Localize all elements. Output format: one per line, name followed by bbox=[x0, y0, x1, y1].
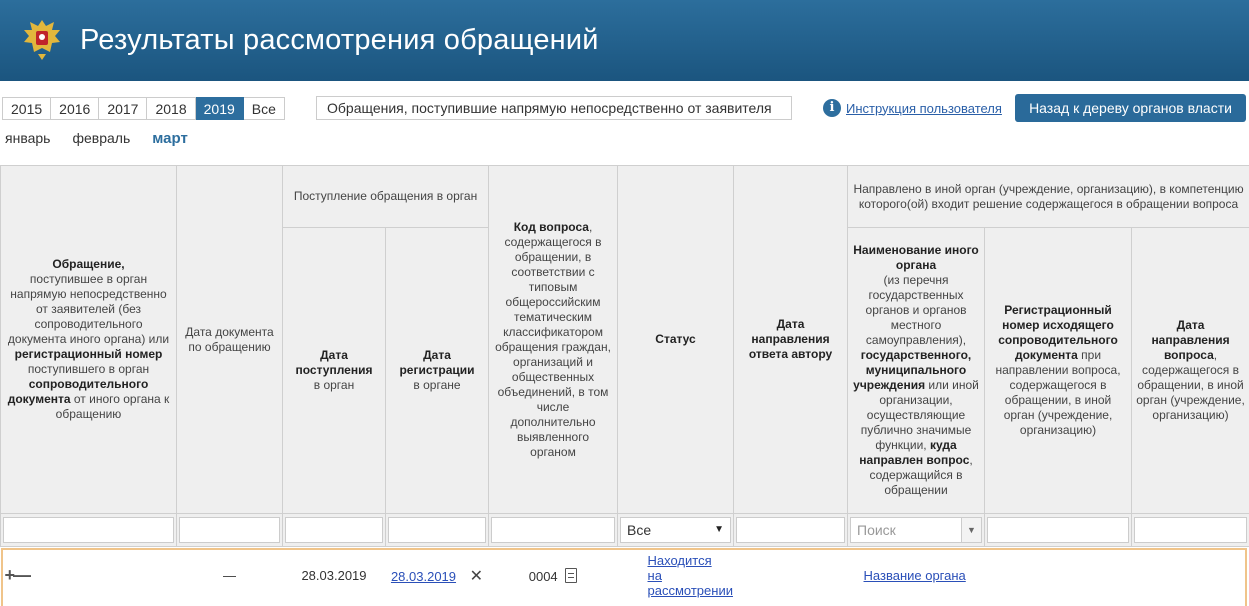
chevron-down-icon[interactable]: ▼ bbox=[961, 518, 981, 542]
filter-received-date-input[interactable] bbox=[285, 517, 383, 543]
coat-of-arms-icon bbox=[20, 16, 64, 62]
header-received-date: Дата поступления в орган bbox=[283, 228, 386, 514]
filter-org-search[interactable]: Поиск ▼ bbox=[850, 517, 982, 543]
document-date-value: — bbox=[223, 568, 236, 584]
header-outgoing-number: Регистрационный номер исходящего сопроводительного документа при направлении вопроса, содержащегося в обращении, в иной орган (учреждение, организацию) bbox=[985, 228, 1132, 514]
tab-year-2016[interactable]: 2016 bbox=[51, 97, 99, 120]
filter-redirect-date-input[interactable] bbox=[1134, 517, 1247, 543]
table-row bbox=[1, 547, 1249, 605]
header-redirect-date: Дата направления вопроса, содержащегося в обращении, в иной орган (учреждение, организацию) bbox=[1132, 228, 1249, 514]
tab-month-january[interactable]: январь bbox=[5, 130, 51, 146]
help-block bbox=[823, 99, 1002, 117]
header-registered-date: Дата регистрации в органе bbox=[386, 228, 489, 514]
header-document-date: Дата документа по обращению bbox=[177, 166, 283, 514]
filter-answer-date-input[interactable] bbox=[736, 517, 845, 543]
source-filter-tag[interactable]: Обращения, поступившие напрямую непосредственно от заявителя bbox=[316, 96, 792, 120]
question-code-value: 0004 bbox=[528, 568, 558, 584]
user-guide-link[interactable]: Инструкция пользователя bbox=[846, 100, 1002, 116]
registered-date-link[interactable]: 28.03.2019 bbox=[390, 568, 457, 584]
filter-registered-date-input[interactable] bbox=[388, 517, 486, 543]
filter-status-select[interactable]: Все ▼ bbox=[620, 517, 731, 543]
tab-month-february[interactable]: февраль bbox=[72, 130, 131, 146]
page-header bbox=[0, 0, 1249, 81]
year-tabs bbox=[2, 97, 285, 120]
back-to-tree-button[interactable]: Назад к дереву органов власти bbox=[1015, 94, 1246, 122]
tab-year-2017[interactable]: 2017 bbox=[99, 97, 147, 120]
tab-year-2018[interactable]: 2018 bbox=[147, 97, 195, 120]
close-icon[interactable]: ✕ bbox=[469, 567, 484, 585]
status-link[interactable]: Находится на рассмотрении bbox=[647, 553, 733, 599]
month-tabs bbox=[5, 130, 210, 147]
header-org-name: Наименование иного органа (из перечня государственных органов и органов местного самоуправления), государственного, муниципального учреждения или иной организации, осуществляющие публично значимые функции, куда направлен вопрос, содержащийся в обращении bbox=[848, 228, 985, 514]
tab-year-2015[interactable]: 2015 bbox=[2, 97, 51, 120]
org-name-link[interactable]: Название органа bbox=[863, 568, 966, 584]
header-question-code: Код вопроса, содержащегося в обращении, в соответствии с типовым общероссийским тематическим классификатором обращения граждан, организаций и общественных объединений, в том числе дополнительно выявленного органом bbox=[489, 166, 618, 514]
expand-collapse-icon[interactable]: +— bbox=[4, 565, 30, 586]
header-redirect-group: Направлено в иной орган (учреждение, организацию), в компетенцию которого(ой) входит решение содержащегося в обращении вопроса bbox=[848, 166, 1249, 228]
filter-appeal-input[interactable] bbox=[3, 517, 174, 543]
header-status: Статус bbox=[618, 166, 734, 514]
received-date-value: 28.03.2019 bbox=[301, 568, 367, 584]
header-receipt-group: Поступление обращения в орган bbox=[283, 166, 489, 228]
tab-year-2019[interactable]: 2019 bbox=[196, 97, 244, 120]
caret-down-icon: ▼ bbox=[714, 524, 725, 535]
header-answer-date: Дата направления ответа автору bbox=[734, 166, 848, 514]
tab-year-all[interactable]: Все bbox=[244, 97, 285, 120]
header-appeal: Обращение, поступившее в орган напрямую непосредственно от заявителей (без сопроводительного документа иного органа) или регистрационный номер поступившего в орган сопроводительного документа от иного органа к обращению bbox=[1, 166, 177, 514]
page-title: Результаты рассмотрения обращений bbox=[80, 24, 599, 56]
tab-month-march[interactable]: март bbox=[152, 130, 188, 147]
filter-question-code-input[interactable] bbox=[491, 517, 615, 543]
filter-document-date-input[interactable] bbox=[179, 517, 280, 543]
filter-outgoing-number-input[interactable] bbox=[987, 517, 1129, 543]
document-icon[interactable] bbox=[565, 568, 577, 583]
appeals-table bbox=[0, 165, 1249, 605]
info-icon: i bbox=[823, 99, 841, 117]
